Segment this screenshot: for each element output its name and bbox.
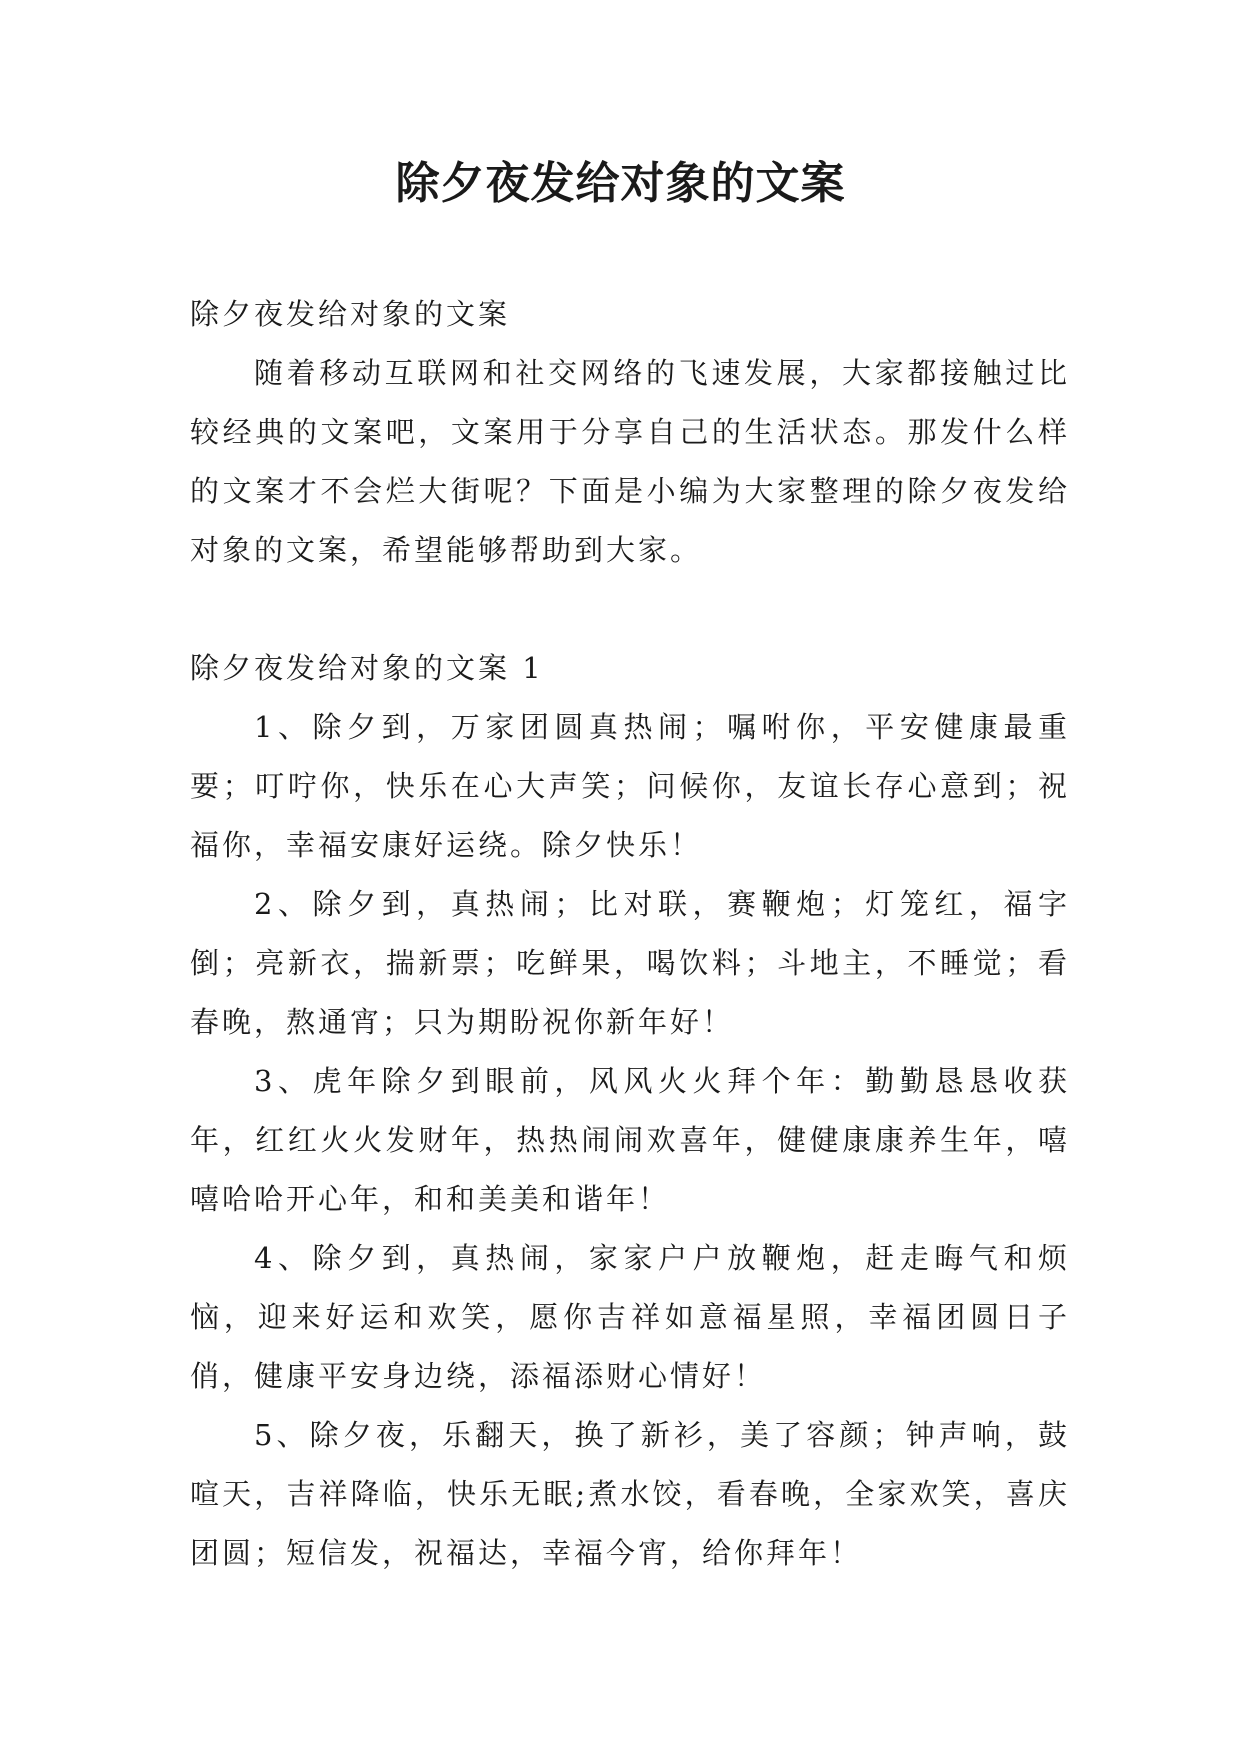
section-heading: 除夕夜发给对象的文案 1 [190,651,544,685]
list-item: 1、除夕到，万家团圆真热闹；嘱咐你，平安健康最重要；叮咛你，快乐在心大声笑；问候你，友谊长存心意到；祝福你，幸福安康好运绕。除夕快乐！ [190,710,1070,862]
list-item: 4、除夕到，真热闹，家家户户放鞭炮，赶走晦气和烦恼，迎来好运和欢笑，愿你吉祥如意福星照，幸福团圆日子俏，健康平安身边绕，添福添财心情好！ [190,1241,1070,1393]
document-body [190,285,1070,1583]
list-item: 2、除夕到，真热闹；比对联，赛鞭炮；灯笼红，福字倒；亮新衣，揣新票；吃鲜果，喝饮料；斗地主，不睡觉；看春晚，熬通宵；只为期盼祝你新年好！ [190,887,1070,1039]
intro-paragraph: 随着移动互联网和社交网络的飞速发展，大家都接触过比较经典的文案吧，文案用于分享自己的生活状态。那发什么样的文案才不会烂大街呢？下面是小编为大家整理的除夕夜发给对象的文案，希望能够帮助到大家。 [190,356,1070,567]
intro-heading: 除夕夜发给对象的文案 [190,297,511,331]
list-item: 5、除夕夜，乐翻天，换了新衫，美了容颜；钟声响，鼓喧天，吉祥降临，快乐无眠;煮水饺，看春晚，全家欢笑，喜庆团圆；短信发，祝福达，幸福今宵，给你拜年！ [190,1418,1070,1570]
section-gap [190,580,1070,639]
document-title: 除夕夜发给对象的文案 [395,158,846,209]
list-item: 3、虎年除夕到眼前，风风火火拜个年：勤勤恳恳收获年，红红火火发财年，热热闹闹欢喜年，健健康康养生年，嘻嘻哈哈开心年，和和美美和谐年！ [190,1064,1070,1216]
